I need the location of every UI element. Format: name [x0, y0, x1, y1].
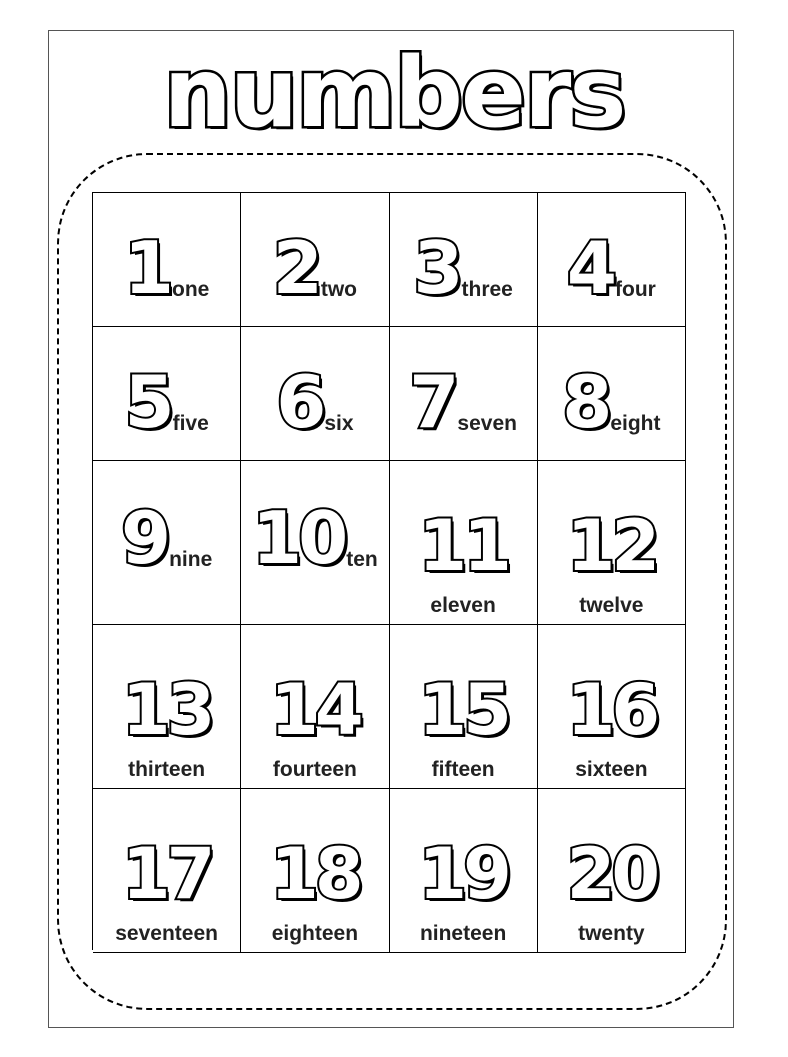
- number-digit: 2: [272, 226, 319, 310]
- number-word: thirteen: [128, 758, 206, 781]
- number-digit: 5: [124, 360, 171, 444]
- page-title: numbers: [163, 37, 625, 149]
- number-word: sixteen: [575, 758, 648, 781]
- number-card-6: [241, 327, 389, 461]
- number-digit: 15: [418, 669, 508, 751]
- number-card-7: [390, 327, 538, 461]
- number-digit: 3: [413, 226, 460, 310]
- number-card-2: [241, 193, 389, 327]
- number-digit: 4: [566, 226, 614, 310]
- numbers-grid: [92, 192, 686, 950]
- number-digit: 1: [123, 226, 170, 310]
- number-word: six: [324, 412, 354, 435]
- number-digit: 14: [270, 669, 360, 751]
- number-word: four: [615, 278, 656, 301]
- number-word: fourteen: [272, 758, 357, 781]
- number-digit: 8: [562, 360, 609, 444]
- number-word: eight: [610, 412, 661, 435]
- number-word: twenty: [578, 922, 645, 945]
- number-card-18: [241, 789, 389, 953]
- number-word: five: [172, 412, 209, 435]
- number-digit: 9: [120, 496, 168, 580]
- number-word: nine: [169, 548, 213, 571]
- number-word: three: [461, 278, 513, 301]
- number-word: ten: [346, 548, 378, 571]
- number-word: eighteen: [271, 922, 359, 945]
- number-card-11: [390, 461, 538, 625]
- number-card-16: [538, 625, 686, 789]
- number-digit: 6: [276, 360, 323, 444]
- number-word: twelve: [579, 594, 644, 617]
- number-word: seventeen: [115, 922, 218, 945]
- number-word: eleven: [430, 594, 496, 617]
- number-card-12: [538, 461, 686, 625]
- number-card-5: [93, 327, 241, 461]
- number-word: two: [320, 278, 357, 301]
- number-card-17: [93, 789, 241, 953]
- number-digit: 17: [121, 833, 212, 915]
- number-card-9: [93, 461, 241, 625]
- number-word: fifteen: [431, 758, 495, 781]
- number-digit: 13: [121, 669, 212, 751]
- number-digit: 16: [566, 669, 657, 751]
- number-card-14: [241, 625, 389, 789]
- number-card-20: [538, 789, 686, 953]
- number-digit: 7: [409, 360, 456, 444]
- number-card-1: [93, 193, 241, 327]
- number-digit: 20: [566, 833, 657, 915]
- number-word: nineteen: [419, 922, 507, 945]
- number-card-4: [538, 193, 686, 327]
- number-digit: 12: [566, 505, 657, 587]
- number-digit: 19: [418, 833, 508, 915]
- number-card-8: [538, 327, 686, 461]
- number-word: one: [172, 278, 210, 301]
- number-card-15: [390, 625, 538, 789]
- number-card-19: [390, 789, 538, 953]
- number-word: seven: [457, 412, 517, 435]
- number-digit: 11: [418, 505, 508, 587]
- number-card-3: [390, 193, 538, 327]
- number-card-10: [241, 461, 389, 625]
- number-digit: 18: [270, 833, 360, 915]
- number-digit: 10: [252, 496, 345, 580]
- number-card-13: [93, 625, 241, 789]
